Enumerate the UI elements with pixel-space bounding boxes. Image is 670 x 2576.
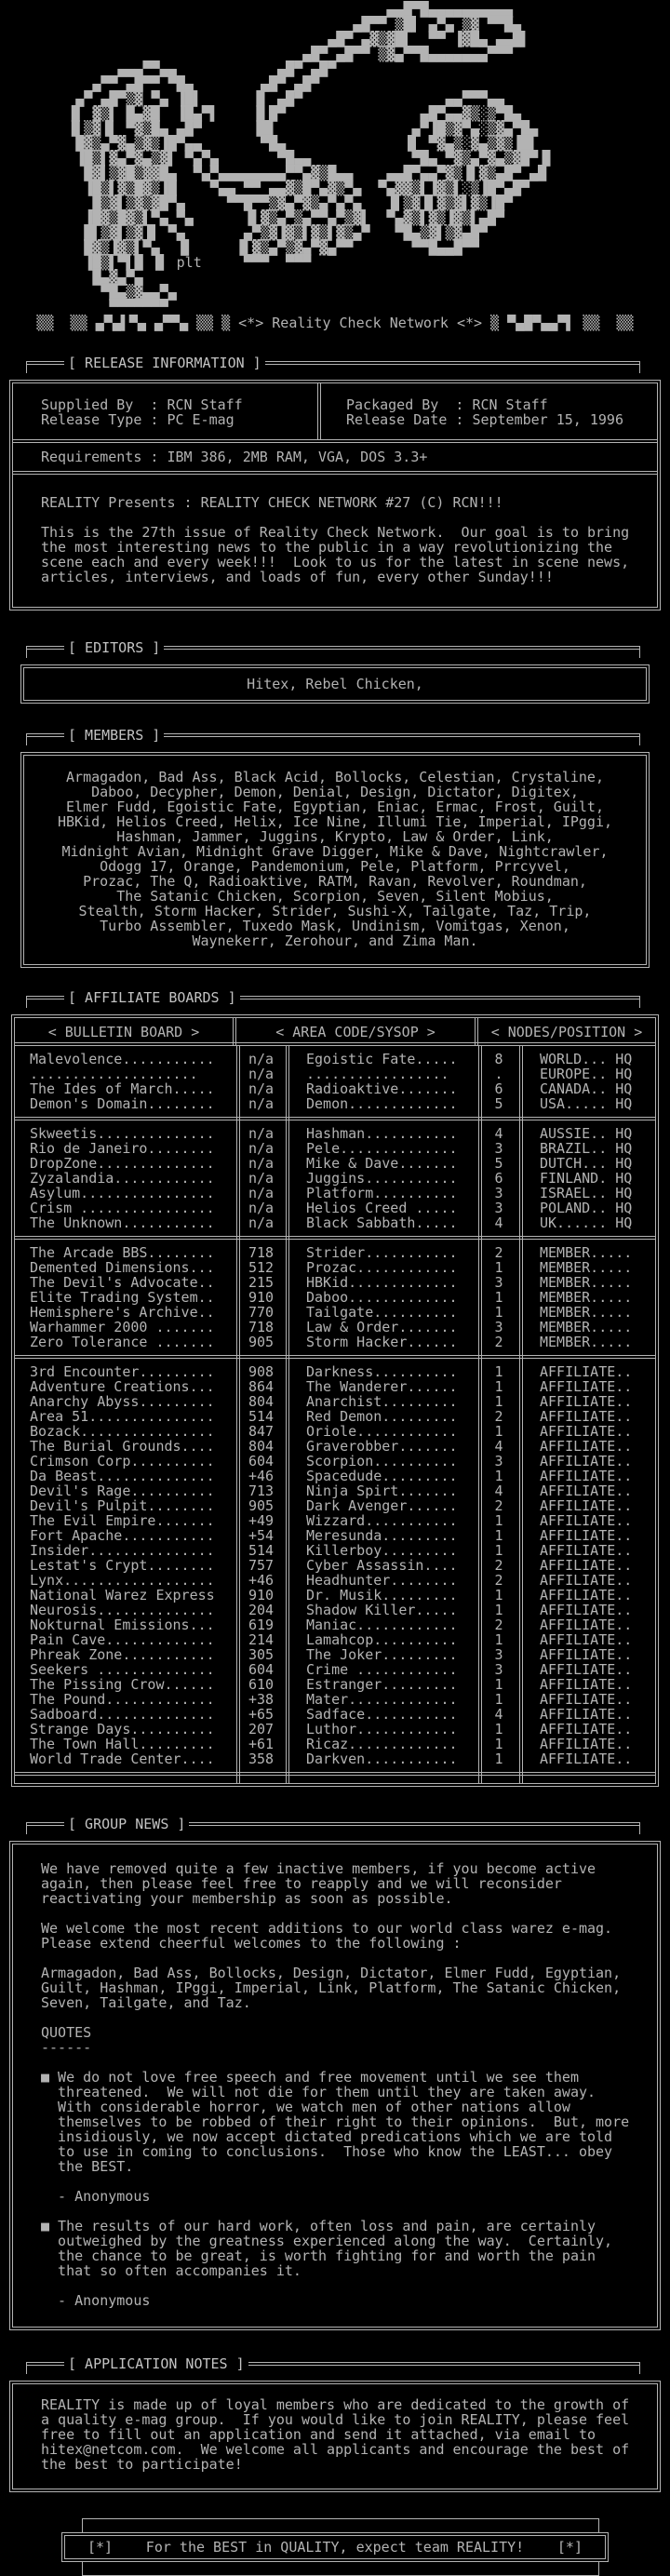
table-row: Strange Days.......... 207 Luthor............ 1 AFFILIATE.. [30, 1721, 633, 1737]
table-group-world-hq [15, 1046, 655, 1117]
release-description: This is the 27th issue of Reality Check Network. Our goal is to bring the most interesting news to the public in a way revolutionizing the scene each and every week!!! Look to us for the latest in scene news, articles, interviews, and loads of fun, every other Sunday!!! [41, 524, 630, 585]
banner [0, 315, 670, 331]
header-rule [248, 2362, 639, 2373]
table-row: The Ides of March..... n/a Radioaktive....... 6 CANADA.. HQ [30, 1080, 633, 1097]
column-divider [478, 1046, 482, 1783]
presents-row: REALITY Presents : REALITY CHECK NETWORK #27 (C) RCN!!! [41, 494, 503, 511]
column-divider [286, 1046, 289, 1783]
header-rule [27, 646, 64, 657]
quote-1: ■ We do not love free speech and free movement until we see them threatened. We will not die for them until they are taken away. With considerable horror, we watch men of other nations allow themselves to be robbed of their right to their opinions. But, more insidiously, we now accept dictated predications which we are told to use in coming to conclusions. Those who know the LEAST... obey the BEST. - Anonymous [41, 2069, 630, 2205]
quotes-title: QUOTES [41, 2024, 92, 2041]
banner-blocks-right: ▒ ▀▄█▀▄▄▀▌ ▒▒ ▒▒ [490, 315, 634, 331]
section-title: [ APPLICATION NOTES ] [68, 2355, 245, 2372]
table-header-row [15, 1018, 655, 1046]
table-row: Demented Dimensions... 512 Prozac............ 1 MEMBER..... [30, 1259, 633, 1276]
header-tick [639, 2362, 640, 2374]
table-row: The Evil Empire....... +49 Wizzard........... 1 AFFILIATE.. [30, 1512, 633, 1529]
ansi-art-logo: ▄▄█▀█▄▄▄▄▄▄▄▄▄▄ ▄█▀▀ ▒█▌ ▄▀▄ ▒▓ ▀▀█▄ ▄█▀ ▄▓▒▓█▌ ▀▀ ▐▓█▄ ▄▄█▌ ▄█▀ ▄█▀▀ ▒▓▄▀▀█▄▄▄▄▄▄▄▀▀▀ ▄▄▄▀▀▄▄ ▄█▀ ▄█▀ ▄▀▀ ▄█▀▀ ▀█▄ ▄█▀ ▄█▀ ▄▀ ▄█▀▒▓ ▀▄ ▐█▌ ▐▌ ▄█▀ ▄▄▀▀▀▄▄ ▐▌ ▓▒▌ █▄▓█ ▐█▄▀▌ ▐▌█▀ ▄█▀▄▄▓▒░▒▀█▄ ▐▌▒▓▐▌ ▀▓▒█▄ ▄█▀ ▐█▌ ▄▀▐█▒▓▀▄░▒▓▄▀█▄ █▓▒▄▀▓▄▒▓▒▐█▀▄▄ ▀█▄ ▐▌ ▀▓▄▒░▓▄▒▓▒▐█▌ ▐█▒▌▓▄▀▓▄▒▓▌ ▀▄▀▄ ▀█▄▄ ▀█▄ ▀▓▒▄▀▓▄▒▓█▀▐▌ █▓▌▒▓█▒▓▓█▄ ▀▄▀▄▄▄▄▄▄▄▄▀▀▄▓▒█▄▄ ▄▄█▀▄▄▀▓▒▐▌▓▒▄█▀ ▄█ ▐█▒▌▓▒█▓▒▐█ ▀▄▄ ▀▀ ▄▄▓▒█▀▄▓▒▀▄ ▀▄▓▓▒▌▐▓▒▌░▒▐█▀▄█▀ █▒▓▌▒▓▒▓█▀▄ ▀▀█▀▀▒▓▄▀▓▒▄▀▄▀▄ ▐▌▒▓▐▌▓▒▓▌▓▒▐█▀ ▐█▓▒█▓▒▌▀▄ ▀▄ ▐▌▓▒▄▀▒▄▀▀▄▀▒▓▌ ▀▄▓▒▌▓▒▐▓▒▌▄█▀ █▌▒▓▌▒▓▐▌ ▀▄ ▄▀▒▓▐▓▒▌▓▒▌▓▒▄▀ ▀█▄▒▓▌▒▓▄█▀ █▓▒▐▓▒▌▀▄ ▐▌ ▐▌▓▒▄▀▒▓▄▀▓▄▀▀ ▀▀█▄▄█▀▀ ▐█▒▌▀▌█ ▐▌ plt ▀▀▀ ▀▀▀ █▄▓▄▀▄ ▀█▄▒▓▄▄▀▄ ▀▀▀▀▀▀▀ [0, 1, 556, 315]
column-divider [519, 1046, 523, 1783]
header-tick [639, 996, 640, 1008]
table-row: Crimson Corp.......... 604 Scorpion.......... 3 AFFILIATE.. [30, 1453, 633, 1469]
table-group-affiliates [15, 1355, 655, 1772]
header-rule [240, 996, 639, 1007]
section-header-application-notes [26, 2355, 640, 2373]
footer-inner-frame [61, 2532, 609, 2562]
table-row: Devil's Rage.......... 713 Ninja Spirt....... 4 AFFILIATE.. [30, 1483, 633, 1499]
release-date-row: Release Date : September 15, 1996 [346, 411, 623, 428]
table-row: 3rd Encounter......... 908 Darkness.......... 1 AFFILIATE.. [30, 1363, 633, 1380]
banner-blocks-left: ▒▒ ▒▒ ▄▀▄▌▀▄ ▄▀▀▄ ▒▒ ▒ [36, 315, 231, 331]
section-header-group-news [26, 1815, 640, 1833]
footer-slogan: For the BEST in QUALITY, expect team REALITY! [145, 2539, 525, 2556]
table-row: Rio de Janeiro........ n/a Pele.............. 3 BRAZIL.. HQ [30, 1140, 633, 1157]
table-row: Lynx.................. +46 Headhunter........ 2 AFFILIATE.. [30, 1572, 633, 1589]
table-row: Fort Apache........... +54 Meresunda......... 1 AFFILIATE.. [30, 1527, 633, 1544]
section-title: [ EDITORS ] [68, 639, 161, 656]
header-rule [27, 1822, 64, 1833]
header-rule [189, 1822, 639, 1833]
footer-banner [0, 2516, 670, 2576]
table-row: Nokturnal Emissions... 619 Maniac............ 2 AFFILIATE.. [30, 1617, 633, 1633]
header-tick [639, 1822, 640, 1834]
table-row: The Pound............. +38 Mater............. 1 AFFILIATE.. [30, 1691, 633, 1708]
supplied-by-row: Supplied By : RCN Staff [41, 396, 243, 413]
header-rule [164, 646, 639, 657]
table-row: Seekers .............. 604 Crime ............ 3 AFFILIATE.. [30, 1661, 633, 1678]
section-header-affiliate-boards [26, 988, 640, 1007]
table-group-country-hq [15, 1117, 655, 1236]
table-row: Adventure Creations... 864 The Wanderer...... 1 AFFILIATE.. [30, 1378, 633, 1395]
section-title: [ AFFILIATE BOARDS ] [68, 989, 236, 1006]
table-row: Pain Cave............. 214 Lamahcop.......... 1 AFFILIATE.. [30, 1631, 633, 1648]
table-row: Insider............... 514 Killerboy......... 1 AFFILIATE.. [30, 1542, 633, 1559]
banner-title: <*> Reality Check Network <*> [238, 315, 483, 331]
column-header-nodes-position: < NODES/POSITION > [490, 1024, 643, 1040]
table-row: Skweetis.............. n/a Hashman........... 4 AUSSIE.. HQ [30, 1125, 633, 1142]
table-row: .................... n/a ................. . EUROPE.. HQ [30, 1066, 633, 1082]
section-header-members [26, 726, 640, 745]
column-divider [236, 1046, 240, 1783]
table-row: Asylum................ n/a Platform.......... 3 ISRAEL.. HQ [30, 1185, 633, 1201]
table-row: Devil's Pulpit........ 905 Dark Avenger...... 2 AFFILIATE.. [30, 1497, 633, 1514]
header-rule [27, 2362, 64, 2373]
section-header-editors [26, 638, 640, 657]
table-row: Warhammer 2000 ....... 718 Law & Order....... 3 MEMBER..... [30, 1319, 633, 1335]
footer-marker-right: [*] [556, 2539, 583, 2556]
table-row: Crism ................ n/a Helios Creed ..... 3 POLAND.. HQ [30, 1200, 633, 1216]
table-row: Zyzalandia............ n/a Juggins........... 6 FINLAND. HQ [30, 1170, 633, 1187]
table-row: The Unknown........... n/a Black Sabbath..... 4 UK...... HQ [30, 1214, 633, 1231]
table-row: The Burial Grounds.... 804 Graverobber....... 4 AFFILIATE.. [30, 1438, 633, 1455]
table-row: Phreak Zone........... 305 The Joker......... 3 AFFILIATE.. [30, 1646, 633, 1663]
header-rule [27, 996, 64, 1007]
members-box: Armagadon, Bad Ass, Black Acid, Bollocks, Celestian, Crystaline, Daboo, Decypher, Demon, Denial, Design, Dictator, Digitex, Elmer Fudd, Egoistic Fate, Egyptian, Eniac, Ermac, Frost, Guilt, HBKid, Helios Creed, Helix, Ice Nine, Illumi Tie, Imperial, IPggi, Hashman, Jammer, Juggins, Krypto, Law & Order, Link, Midnight Avian, Midnight Grave Digger, Mike & Dave, Nightcrawler, Odogg 17, Orange, Pandemonium, Pele, Platform, Prrcyvel, Prozac, The Q, Radioaktive, RATM, Ravan, Revolver, Roundman, The Satanic Chicken, Scorpion, Seven, Silent Mobius, Stealth, Storm Hacker, Strider, Sushi-X, Tailgate, Taz, Trip, Turbo Assembler, Tuxedo Mask, Undinism, Vomitgas, Xenon, Waynekerr, Zerohour, and Zima Man. [20, 752, 650, 968]
header-tick [639, 361, 640, 373]
column-header-area-code-sysop: < AREA CODE/SYSOP > [236, 1018, 478, 1046]
table-group-members [15, 1236, 655, 1355]
table-row: The Arcade BBS........ 718 Strider........... 2 MEMBER..... [30, 1244, 633, 1261]
header-tick [639, 646, 640, 658]
group-news-box [9, 1841, 661, 2330]
editors-names: Hitex, Rebel Chicken, [247, 676, 423, 692]
column-header-bulletin-board: < BULLETIN BOARD > [15, 1018, 236, 1046]
header-rule [27, 733, 64, 745]
table-row: DropZone.............. n/a Mike & Dave....... 5 DUTCH... HQ [30, 1155, 633, 1172]
header-tick [639, 733, 640, 745]
release-type-row: Release Type : PC E-mag [41, 411, 234, 428]
news-welcome-list: Armagadon, Bad Ass, Bollocks, Design, Dictator, Elmer Fudd, Egyptian, Guilt, Hashman, IPggi, Imperial, Link, Platform, The Satanic Chicken, Seven, Tailgate, and Taz. [41, 1965, 622, 2011]
table-row: Area 51............... 514 Red Demon......... 2 AFFILIATE.. [30, 1408, 633, 1425]
table-row: The Pissing Crow...... 610 Estranger......... 1 AFFILIATE.. [30, 1676, 633, 1693]
header-rule [265, 361, 639, 372]
news-paragraph-welcome: We welcome the most recent additions to our world class warez e-mag. Please extend cheerful welcomes to the following : [41, 1920, 613, 1952]
table-row: Sadboard.............. +65 Sadface........... 4 AFFILIATE.. [30, 1706, 633, 1723]
table-footer-strip [15, 1772, 655, 1783]
packaged-by-row: Packaged By : RCN Staff [346, 396, 548, 413]
section-header-release [26, 354, 640, 372]
table-row: Hemisphere's Archive.. 770 Tailgate.......... 1 MEMBER..... [30, 1304, 633, 1321]
footer-marker-left: [*] [87, 2539, 114, 2556]
table-row: The Town Hall......... +61 Ricaz............. 1 AFFILIATE.. [30, 1736, 633, 1752]
table-row: Zero Tolerance ....... 905 Storm Hacker...... 2 MEMBER..... [30, 1334, 633, 1350]
section-title: [ GROUP NEWS ] [68, 1816, 186, 1832]
news-paragraph-inactive-members: We have removed quite a few inactive members, if you become active again, then please feel free to reapply and we will reconsider reactivating your membership as soon as possible. [41, 1860, 596, 1907]
affiliate-boards-table [11, 1014, 659, 1787]
editors-box [20, 664, 650, 704]
section-title: [ MEMBERS ] [68, 727, 161, 744]
table-row: Bozack................ 847 Oriole............ 1 AFFILIATE.. [30, 1423, 633, 1440]
table-row: Demon's Domain........ n/a Demon............. 5 USA..... HQ [30, 1095, 633, 1112]
application-notes-box: REALITY is made up of loyal members who are dedicated to the growth of a quality e-mag group. If you would like to join REALITY, please feel free to fill out an application and send it attached, via email to hitex@netcom.com. We welcome all applicants and encourage the best of the best to participate! [9, 2381, 661, 2492]
table-row: Anarchy Abyss......... 804 Anarchist......... 1 AFFILIATE.. [30, 1393, 633, 1410]
header-rule [27, 361, 64, 372]
table-row: Lestat's Crypt........ 757 Cyber Assassin.... 2 AFFILIATE.. [30, 1557, 633, 1574]
quote-2: ■ The results of our hard work, often loss and pain, are certainly outweighed by the greatness experienced along the way. Certainly, the chance to be great, is worth fighting for and worth the pain that so often accompanies it. - Anonymous [41, 2218, 613, 2309]
requirements-row: Requirements : IBM 386, 2MB RAM, VGA, DOS 3.3+ [41, 449, 428, 465]
table-row: Elite Trading System.. 910 Daboo............. 1 MEMBER..... [30, 1289, 633, 1306]
table-row: Da Beast.............. +46 Spacedude......... 1 AFFILIATE.. [30, 1468, 633, 1484]
header-rule [164, 733, 639, 745]
table-row: Neurosis.............. 204 Shadow Killer..... 1 AFFILIATE.. [30, 1602, 633, 1618]
table-row: Malevolence........... n/a Egoistic Fate..... 8 WORLD... HQ [30, 1051, 633, 1067]
quotes-underline: ------ [41, 2039, 92, 2056]
section-title: [ RELEASE INFORMATION ] [68, 355, 261, 371]
table-row: World Trade Center.... 358 Darkven........... 1 AFFILIATE.. [30, 1751, 633, 1767]
table-row: The Devil's Advocate.. 215 HBKid............. 3 MEMBER..... [30, 1274, 633, 1291]
table-row: National Warez Express 910 Dr. Musik......... 1 AFFILIATE.. [30, 1587, 633, 1603]
release-info-box [9, 380, 661, 610]
